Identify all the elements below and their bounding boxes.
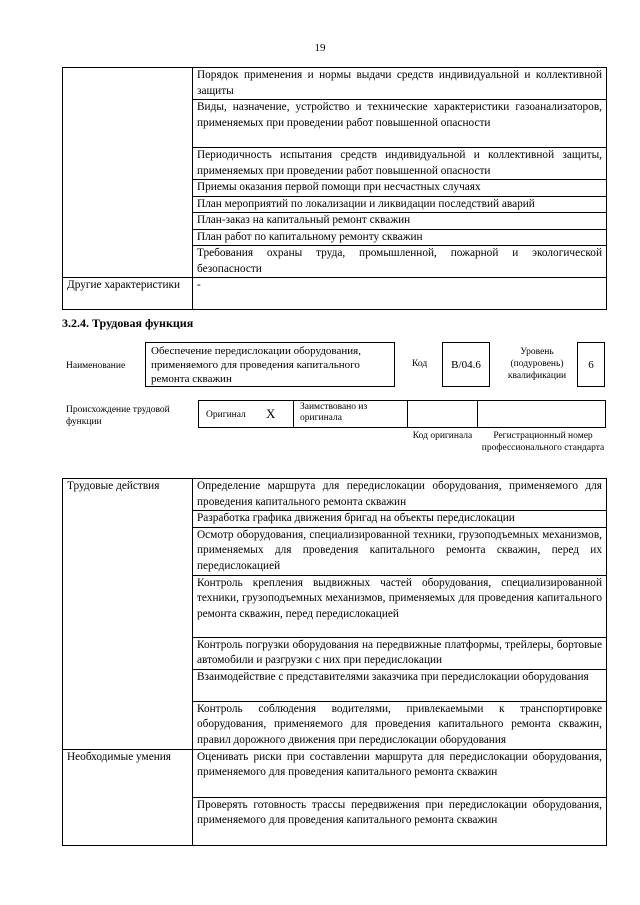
reg-number-caption: Регистрационный номер профессионального стандарта (481, 431, 605, 453)
table-row (63, 68, 607, 100)
function-name-value: Обеспечение передислокации оборудования, применяемого для проведения капитального ремонта скважин (151, 345, 361, 385)
table-cell: Контроль погрузки оборудования на передвижные платформы, трейлеры, бортовые автомобили и разгрузки с них при передислокации (193, 637, 607, 669)
code-box (442, 342, 490, 387)
code-original-caption: Код оригинала (412, 431, 473, 441)
table-cell: Оценивать риски при составлении маршрута для передислокации оборудования, применяемого для проведения капитального ремонта скважин (193, 749, 607, 797)
table-cell: План работ по капитальному ремонту скважин (193, 229, 607, 246)
function-name-box (145, 342, 395, 387)
level-label: Уровень (подуровень) квалификации (507, 347, 567, 381)
other-characteristics-value: - (193, 278, 607, 310)
code-value: B/04.6 (451, 359, 481, 371)
table-cell: План мероприятий по локализации и ликвидации последствий аварий (193, 196, 607, 213)
code-original-cell (407, 400, 478, 428)
skills-label: Необходимые умения (63, 749, 193, 845)
origin-label: Происхождение трудовой функции (66, 405, 170, 427)
table-cell: План-заказ на капитальный ремонт скважин (193, 213, 607, 230)
table-cell: Осмотр оборудования, специализированной техники, грузоподъемных механизмов, применяемых для проведения капитального ремонта скважин, перед их передислокацией (193, 527, 607, 575)
table-row (63, 278, 607, 310)
other-characteristics-label: Другие характеристики (63, 278, 193, 310)
table-row (63, 479, 607, 511)
name-label: Наименование (66, 361, 126, 371)
table-cell: Требования охраны труда, промышленной, пожарной и экологической безопасности (193, 246, 607, 278)
function-table (62, 478, 607, 846)
reg-number-cell (477, 400, 606, 428)
empty-label-cell (63, 68, 193, 278)
table-cell: Определение маршрута для передислокации оборудования, применяемого для проведения капитального ремонта скважин (193, 479, 607, 511)
table-cell: Контроль соблюдения водителями, привлекаемыми к транспортировке оборудования, применяемого для проведения капитального ремонта скважин, правил дорожного движения при передислокации оборудования (193, 701, 607, 749)
level-box (577, 342, 605, 387)
table-cell: Порядок применения и нормы выдачи средств индивидуальной и коллективной защиты (193, 68, 607, 100)
table-cell: Взаимодействие с представителями заказчика при передислокации оборудования (193, 669, 607, 701)
page-number: 19 (314, 42, 326, 54)
code-label: Код (412, 359, 428, 369)
origin-row (198, 400, 606, 428)
level-value: 6 (588, 359, 594, 371)
table-row (63, 749, 607, 797)
table-cell: Проверять готовность трассы передвижения при передислокации оборудования, применяемого для проведения капитального ремонта скважин (193, 797, 607, 845)
table-cell: Разработка графика движения бригад на объекты передислокации (193, 511, 607, 528)
original-label: Оригинал (206, 410, 246, 420)
table-cell: Виды, назначение, устройство и технические характеристики газоанализаторов, применяемых при проведении работ повышенной опасности (193, 100, 607, 148)
section-title: 3.2.4. Трудовая функция (62, 316, 194, 330)
actions-label: Трудовые действия (63, 479, 193, 750)
original-mark: X (266, 406, 276, 421)
table-cell: Периодичность испытания средств индивидуальной и коллективной защиты, применяемых при проведении работ повышенной опасности (193, 148, 607, 180)
table-cell: Приемы оказания первой помощи при несчастных случаях (193, 180, 607, 197)
borrowed-label: Заимствовано из оригинала (300, 402, 368, 423)
knowledge-table (62, 67, 607, 310)
table-cell: Контроль крепления выдвижных частей оборудования, специализированной техники, грузоподъемных механизмов, применяемых для проведения капитального ремонта скважин, перед передислокацией (193, 575, 607, 637)
